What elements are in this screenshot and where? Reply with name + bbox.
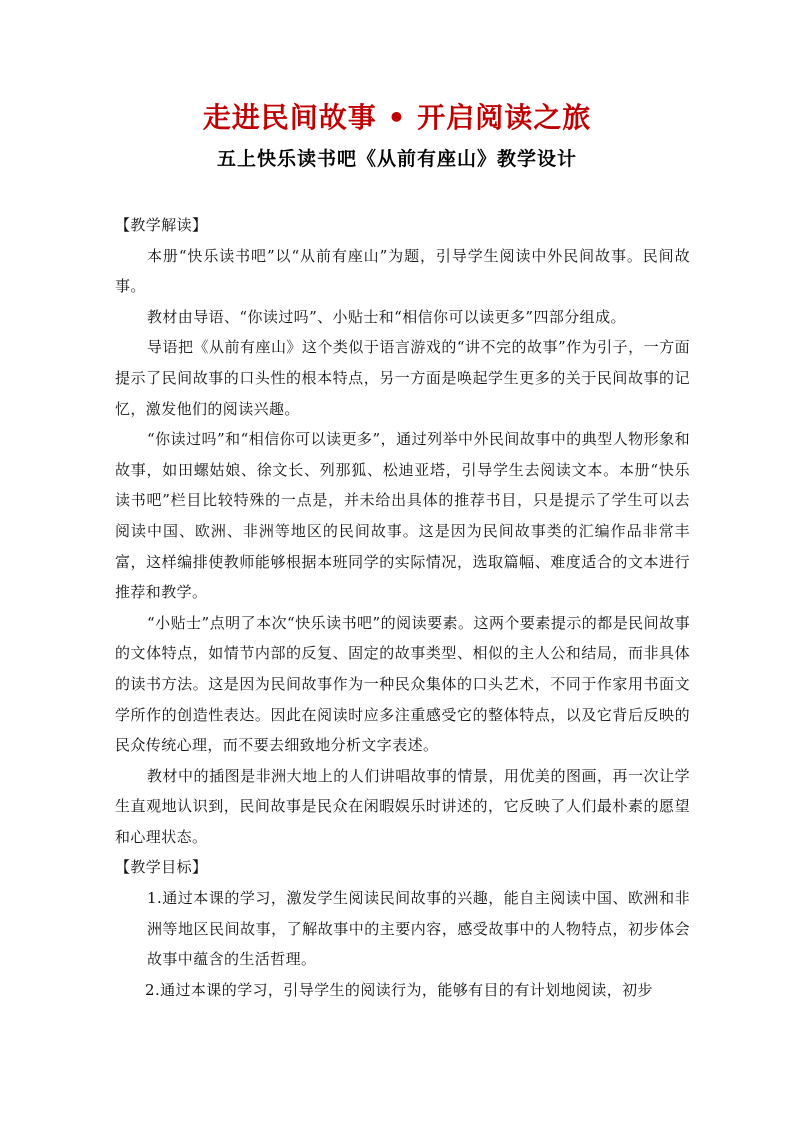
paragraph: “你读过吗”和“相信你可以读更多”，通过列举中外民间故事中的典型人物形象和故事，如田螺姑娘、徐文长、列那狐、松迪亚塔，引导学生去阅读文本。本册“快乐读书吧”栏目比较特殊的一点是，并未给出具体的推荐书目，只是提示了学生可以去阅读中国、欧洲、非洲等地区的民间故事。这是因为民间故事类的汇编作品非常丰富，这样编排使教师能够根据本班同学的实际情况，选取篇幅、难度适合的文本进行推荐和教学。 [115, 430, 690, 602]
goal-item: 1.通过本课的学习，激发学生阅读民间故事的兴趣，能自主阅读中国、欧洲和非洲等地区民间故事，了解故事中的主要内容，感受故事中的人物特点，初步体会故事中蕴含的生活哲理。 [147, 889, 690, 969]
paragraph: 教材由导语、“你读过吗”、小贴士和“相信你可以读更多”四部分组成。 [147, 307, 626, 326]
paragraph: 教材中的插图是非洲大地上的人们讲唱故事的情景，用优美的图画，再一次让学生直观地认识到，民间故事是民众在闲暇娱乐时讲述的，它反映了人们最朴素的愿望和心理状态。 [115, 766, 690, 846]
section-heading-goals: 【教学目标】 [115, 858, 208, 877]
document-subtitle: 五上快乐读书吧《从前有座山》教学设计 [216, 148, 577, 170]
document-body [115, 210, 690, 1005]
paragraph: 导语把《从前有座山》这个类似于语言游戏的“讲不完的故事”作为引子，一方面提示了民间故事的口头性的根本特点，另一方面是唤起学生更多的关于民间故事的记忆，激发他们的阅读兴趣。 [115, 338, 690, 418]
document-title: 走进民间故事 • 开启阅读之旅 [202, 101, 592, 134]
goal-item: 2.通过本课的学习，引导学生的阅读行为，能够有目的有计划地阅读，初步 [145, 980, 653, 999]
section-heading-interpretation: 【教学解读】 [115, 216, 208, 234]
paragraph: 本册“快乐读书吧”以“从前有座山”为题，引导学生阅读中外民间故事。民间故事。 [115, 246, 690, 296]
paragraph: “小贴士”点明了本次“快乐读书吧”的阅读要素。这两个要素提示的都是民间故事的文体特点，如情节内部的反复、固定的故事类型、相似的主人公和结局，而非具体的读书方法。这是因为民间故事作为一种民众集体的口头艺术，不同于作家用书面文学所作的创造性表达。因此在阅读时应多注重感受它的整体特点，以及它背后反映的民众传统心理，而不要去细致地分析文字表述。 [115, 613, 690, 755]
